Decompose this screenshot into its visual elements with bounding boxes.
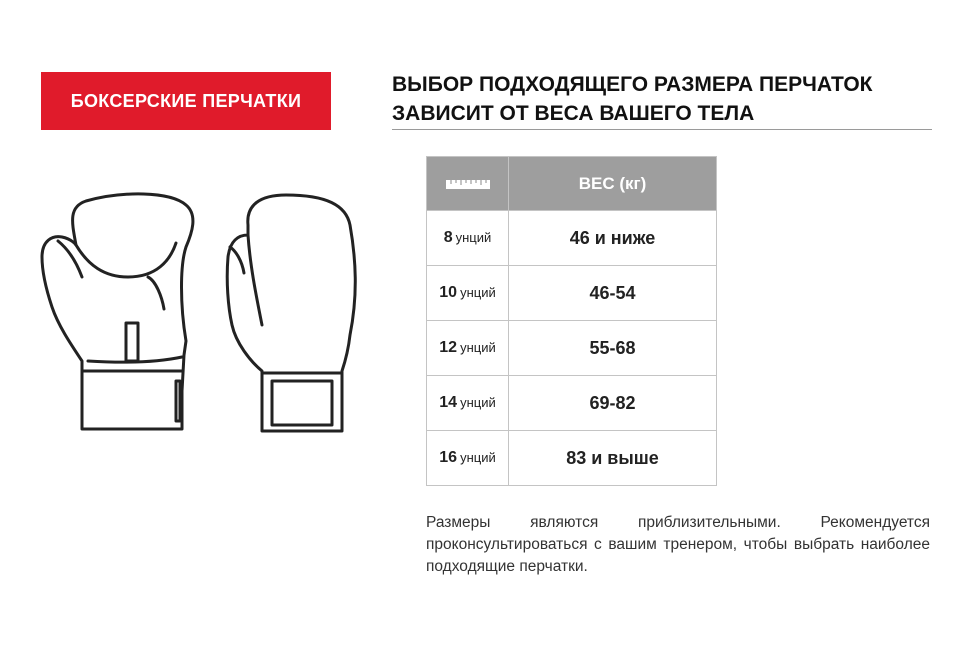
weight-range-cell: 46-54 (509, 266, 717, 321)
size-column-header (427, 157, 509, 211)
table-header-row (427, 157, 717, 211)
weight-range-cell: 46 и ниже (509, 211, 717, 266)
size-value: 8 (443, 229, 453, 246)
weight-range-cell: 55-68 (509, 321, 717, 376)
size-unit: унций (460, 285, 496, 300)
page-title (392, 70, 932, 128)
size-unit: унций (460, 450, 496, 465)
category-label: БОКСЕРСКИЕ ПЕРЧАТКИ (70, 90, 302, 111)
glove-size-cell (427, 211, 509, 266)
title-divider (392, 129, 932, 130)
table-row (427, 211, 717, 266)
disclaimer-note: Размеры являются приблизительными. Рекомендуется проконсультироваться с вашим тренером, чтобы выбрать наиболее подходящие перчатки. (426, 514, 930, 575)
boxing-gloves-illustration (30, 185, 410, 445)
glove-size-cell (427, 321, 509, 376)
glove-size-cell (427, 376, 509, 431)
size-chart-table (426, 156, 717, 486)
glove-size-cell (427, 266, 509, 321)
size-unit: унций (455, 230, 492, 245)
weight-range-cell: 69-82 (509, 376, 717, 431)
table-row (427, 321, 717, 376)
table-row (427, 266, 717, 321)
size-value: 10 (439, 284, 458, 301)
size-value: 16 (439, 449, 458, 466)
table-row (427, 376, 717, 431)
weight-column-header: ВЕС (кг) (509, 157, 717, 211)
page-title-line-1: ВЫБОР ПОДХОДЯЩЕГО РАЗМЕРА ПЕРЧАТОК (392, 73, 873, 96)
category-banner (41, 72, 331, 130)
size-unit: унций (460, 340, 496, 355)
glove-side-view-icon (42, 194, 193, 429)
size-value: 14 (439, 394, 458, 411)
page-title-line-2: ЗАВИСИТ ОТ ВЕСА ВАШЕГО ТЕЛА (392, 102, 755, 125)
ruler-icon (445, 177, 491, 191)
size-value: 12 (439, 339, 458, 356)
table-row (427, 431, 717, 486)
weight-range-cell: 83 и выше (509, 431, 717, 486)
glove-front-view-icon (227, 195, 355, 431)
size-unit: унций (460, 395, 496, 410)
glove-size-cell (427, 431, 509, 486)
